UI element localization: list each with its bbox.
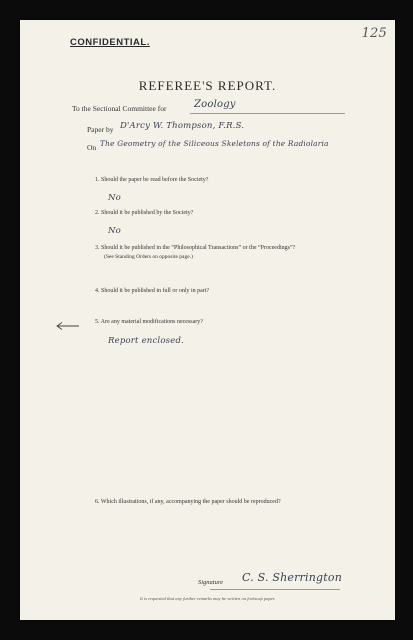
signature-rule — [210, 589, 340, 590]
committee-rule — [190, 113, 345, 114]
form-title: REFEREE'S REPORT. — [138, 78, 277, 93]
page-number: 125 — [361, 26, 387, 41]
committee-value: Zoology — [194, 99, 236, 110]
question-1: 1. Should the paper be read before the Society? — [95, 177, 209, 183]
question-6: 6. Which illustrations, if any, accompanying the paper should be reproduced? — [95, 499, 281, 505]
on-label: On — [87, 143, 97, 152]
question-3: 3. Should it be published in the “Philosophical Transactions” or the “Proceedings”? — [95, 245, 296, 251]
question-2: 2. Should it be published by the Society? — [95, 210, 194, 216]
question-4: 4. Should it be published in full or only in part? — [95, 288, 210, 294]
committee-label: To the Sectional Committee for — [72, 104, 167, 113]
confidential-heading: CONFIDENTIAL. — [70, 37, 150, 48]
paper-by-label: Paper by — [87, 125, 114, 134]
paper-by-value: D'Arcy W. Thompson, F.R.S. — [120, 121, 245, 131]
signature-value: C. S. Sherrington — [242, 571, 342, 584]
report-form-sheet — [20, 20, 395, 620]
on-value: The Geometry of the Siliceous Skeletons of the Radiolaria — [100, 139, 329, 148]
question-5: 5. Are any material modifications necessary? — [95, 319, 203, 325]
arrow-left-icon — [55, 321, 81, 331]
answer-2: No — [108, 226, 121, 236]
answer-1: No — [108, 193, 121, 203]
question-3-note: (See Standing Orders on opposite page.) — [104, 254, 193, 260]
signature-label: Signature — [198, 579, 224, 586]
answer-5: Report enclosed. — [108, 336, 185, 346]
footnote: It is requested that any further remarks may be written on foolscap paper. — [140, 596, 276, 601]
